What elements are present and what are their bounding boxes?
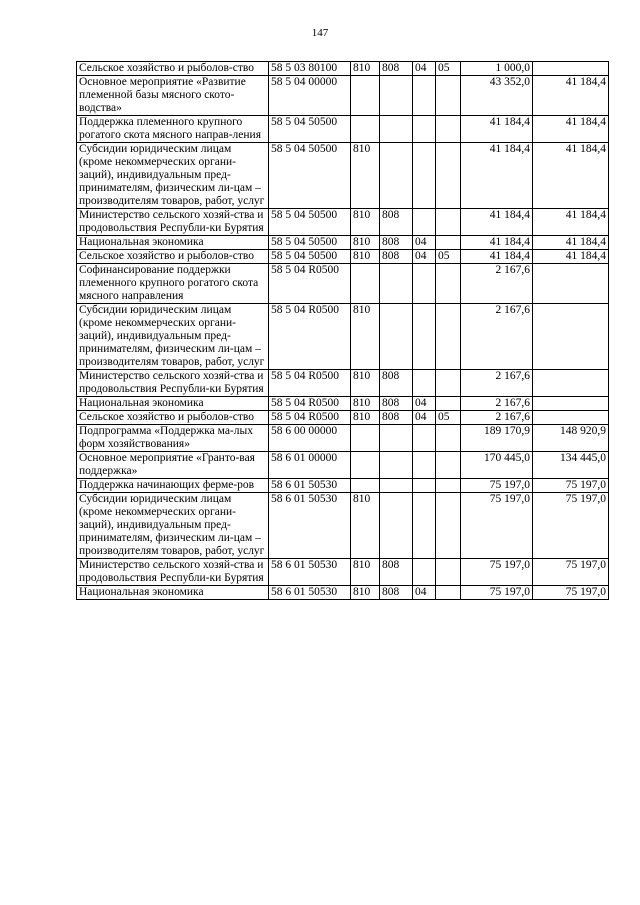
- table-row: [77, 304, 609, 370]
- expense-type-cell: [351, 264, 380, 304]
- expense-type-cell: 810: [351, 586, 380, 600]
- target-code-cell: 58 6 01 50530: [269, 586, 351, 600]
- amount-year2-cell: [533, 304, 609, 370]
- page-number: 147: [311, 27, 329, 39]
- table-row: [77, 559, 609, 586]
- section-cell: [413, 264, 436, 304]
- section-cell: [413, 452, 436, 479]
- target-code-cell: 58 5 04 R0500: [269, 411, 351, 425]
- amount-year1-cell: 41 184,4: [461, 209, 533, 236]
- ministry-code-cell: [380, 264, 413, 304]
- ministry-code-cell: [380, 479, 413, 493]
- amount-year1-cell: 75 197,0: [461, 479, 533, 493]
- table-row: [77, 250, 609, 264]
- expense-type-cell: 810: [351, 304, 380, 370]
- amount-year1-cell: 41 184,4: [461, 143, 533, 209]
- expense-type-cell: 810: [351, 143, 380, 209]
- item-name-cell: Министерство сельского хозяй-ства и продовольствия Республи-ки Бурятия: [77, 209, 269, 236]
- expense-type-cell: [351, 425, 380, 452]
- section-cell: 04: [413, 62, 436, 76]
- ministry-code-cell: [380, 304, 413, 370]
- item-name-cell: Национальная экономика: [77, 236, 269, 250]
- target-code-cell: 58 6 01 50530: [269, 493, 351, 559]
- target-code-cell: 58 5 04 50500: [269, 116, 351, 143]
- amount-year2-cell: 41 184,4: [533, 209, 609, 236]
- item-name-cell: Сельское хозяйство и рыболов-ство: [77, 62, 269, 76]
- subsection-cell: 05: [436, 250, 461, 264]
- amount-year2-cell: 75 197,0: [533, 586, 609, 600]
- expense-type-cell: [351, 452, 380, 479]
- ministry-code-cell: 808: [380, 209, 413, 236]
- ministry-code-cell: 808: [380, 586, 413, 600]
- section-cell: 04: [413, 586, 436, 600]
- table-row: [77, 143, 609, 209]
- section-cell: [413, 209, 436, 236]
- amount-year2-cell: 75 197,0: [533, 493, 609, 559]
- target-code-cell: 58 6 00 00000: [269, 425, 351, 452]
- table-row: [77, 411, 609, 425]
- subsection-cell: [436, 370, 461, 397]
- amount-year1-cell: 75 197,0: [461, 586, 533, 600]
- budget-table: [76, 61, 609, 600]
- ministry-code-cell: [380, 76, 413, 116]
- table-row: [77, 425, 609, 452]
- target-code-cell: 58 5 04 00000: [269, 76, 351, 116]
- target-code-cell: 58 5 04 50500: [269, 236, 351, 250]
- ministry-code-cell: 808: [380, 236, 413, 250]
- ministry-code-cell: [380, 116, 413, 143]
- subsection-cell: [436, 452, 461, 479]
- section-cell: [413, 304, 436, 370]
- amount-year2-cell: 75 197,0: [533, 559, 609, 586]
- ministry-code-cell: [380, 493, 413, 559]
- subsection-cell: [436, 304, 461, 370]
- subsection-cell: [436, 493, 461, 559]
- target-code-cell: 58 5 04 R0500: [269, 264, 351, 304]
- amount-year1-cell: 2 167,6: [461, 411, 533, 425]
- section-cell: [413, 493, 436, 559]
- target-code-cell: 58 5 04 R0500: [269, 370, 351, 397]
- item-name-cell: Субсидии юридическим лицам (кроме некоммерческих органи-заций), индивидуальным пред-принимателям, физическим ли-цам – производителям товаров, работ, услуг: [77, 304, 269, 370]
- table-body: [77, 62, 609, 600]
- item-name-cell: Сельское хозяйство и рыболов-ство: [77, 411, 269, 425]
- subsection-cell: [436, 76, 461, 116]
- table-row: [77, 264, 609, 304]
- item-name-cell: Субсидии юридическим лицам (кроме некоммерческих органи-заций), индивидуальным пред-принимателям, физическим ли-цам – производителям товаров, работ, услуг: [77, 143, 269, 209]
- target-code-cell: 58 5 04 50500: [269, 250, 351, 264]
- item-name-cell: Поддержка начинающих ферме-ров: [77, 479, 269, 493]
- subsection-cell: [436, 116, 461, 143]
- expense-type-cell: 810: [351, 209, 380, 236]
- item-name-cell: Министерство сельского хозяй-ства и продовольствия Республи-ки Бурятия: [77, 370, 269, 397]
- subsection-cell: 05: [436, 62, 461, 76]
- amount-year2-cell: [533, 62, 609, 76]
- amount-year2-cell: [533, 264, 609, 304]
- item-name-cell: Софинансирование поддержки племенного крупного рогатого скота мясного направления: [77, 264, 269, 304]
- amount-year2-cell: [533, 397, 609, 411]
- subsection-cell: [436, 264, 461, 304]
- ministry-code-cell: 808: [380, 411, 413, 425]
- table-row: [77, 62, 609, 76]
- table-row: [77, 452, 609, 479]
- ministry-code-cell: 808: [380, 397, 413, 411]
- target-code-cell: 58 6 01 00000: [269, 452, 351, 479]
- section-cell: [413, 479, 436, 493]
- amount-year2-cell: 41 184,4: [533, 76, 609, 116]
- ministry-code-cell: [380, 425, 413, 452]
- amount-year1-cell: 189 170,9: [461, 425, 533, 452]
- amount-year1-cell: 41 184,4: [461, 116, 533, 143]
- subsection-cell: [436, 425, 461, 452]
- expense-type-cell: [351, 116, 380, 143]
- amount-year1-cell: 170 445,0: [461, 452, 533, 479]
- item-name-cell: Поддержка племенного крупного рогатого скота мясного направ-ления: [77, 116, 269, 143]
- amount-year2-cell: 134 445,0: [533, 452, 609, 479]
- amount-year2-cell: 41 184,4: [533, 236, 609, 250]
- section-cell: [413, 370, 436, 397]
- expense-type-cell: 810: [351, 62, 380, 76]
- ministry-code-cell: 808: [380, 250, 413, 264]
- expense-type-cell: 810: [351, 411, 380, 425]
- amount-year2-cell: 41 184,4: [533, 250, 609, 264]
- expense-type-cell: 810: [351, 397, 380, 411]
- expense-type-cell: 810: [351, 370, 380, 397]
- ministry-code-cell: 808: [380, 62, 413, 76]
- subsection-cell: [436, 559, 461, 586]
- amount-year1-cell: 2 167,6: [461, 264, 533, 304]
- section-cell: [413, 116, 436, 143]
- target-code-cell: 58 6 01 50530: [269, 559, 351, 586]
- section-cell: [413, 559, 436, 586]
- amount-year1-cell: 75 197,0: [461, 493, 533, 559]
- table-row: [77, 236, 609, 250]
- subsection-cell: [436, 397, 461, 411]
- amount-year1-cell: 75 197,0: [461, 559, 533, 586]
- item-name-cell: Подпрограмма «Поддержка ма-лых форм хозяйствования»: [77, 425, 269, 452]
- subsection-cell: 05: [436, 411, 461, 425]
- item-name-cell: Национальная экономика: [77, 586, 269, 600]
- amount-year1-cell: 2 167,6: [461, 370, 533, 397]
- item-name-cell: Основное мероприятие «Гранто-вая поддержка»: [77, 452, 269, 479]
- amount-year2-cell: 75 197,0: [533, 479, 609, 493]
- target-code-cell: 58 5 04 50500: [269, 143, 351, 209]
- table-row: [77, 116, 609, 143]
- expense-type-cell: [351, 76, 380, 116]
- ministry-code-cell: [380, 143, 413, 209]
- ministry-code-cell: [380, 452, 413, 479]
- expense-type-cell: 810: [351, 493, 380, 559]
- target-code-cell: 58 5 04 R0500: [269, 304, 351, 370]
- target-code-cell: 58 5 04 50500: [269, 209, 351, 236]
- item-name-cell: Национальная экономика: [77, 397, 269, 411]
- subsection-cell: [436, 479, 461, 493]
- item-name-cell: Сельское хозяйство и рыболов-ство: [77, 250, 269, 264]
- expense-type-cell: 810: [351, 236, 380, 250]
- amount-year2-cell: [533, 370, 609, 397]
- section-cell: [413, 76, 436, 116]
- table-row: [77, 493, 609, 559]
- target-code-cell: 58 5 04 R0500: [269, 397, 351, 411]
- expense-type-cell: 810: [351, 559, 380, 586]
- amount-year2-cell: [533, 411, 609, 425]
- section-cell: 04: [413, 397, 436, 411]
- target-code-cell: 58 5 03 80100: [269, 62, 351, 76]
- amount-year2-cell: 41 184,4: [533, 143, 609, 209]
- target-code-cell: 58 6 01 50530: [269, 479, 351, 493]
- item-name-cell: Министерство сельского хозяй-ства и продовольствия Республи-ки Бурятия: [77, 559, 269, 586]
- ministry-code-cell: 808: [380, 559, 413, 586]
- table-row: [77, 209, 609, 236]
- expense-type-cell: 810: [351, 250, 380, 264]
- section-cell: 04: [413, 250, 436, 264]
- item-name-cell: Субсидии юридическим лицам (кроме некоммерческих органи-заций), индивидуальным пред-принимателям, физическим ли-цам – производителям товаров, работ, услуг: [77, 493, 269, 559]
- subsection-cell: [436, 236, 461, 250]
- section-cell: 04: [413, 236, 436, 250]
- section-cell: [413, 425, 436, 452]
- amount-year1-cell: 43 352,0: [461, 76, 533, 116]
- table-row: [77, 397, 609, 411]
- amount-year1-cell: 1 000,0: [461, 62, 533, 76]
- subsection-cell: [436, 586, 461, 600]
- amount-year1-cell: 41 184,4: [461, 250, 533, 264]
- ministry-code-cell: 808: [380, 370, 413, 397]
- item-name-cell: Основное мероприятие «Развитие племенной базы мясного ското-водства»: [77, 76, 269, 116]
- section-cell: 04: [413, 411, 436, 425]
- table-row: [77, 76, 609, 116]
- subsection-cell: [436, 209, 461, 236]
- amount-year1-cell: 41 184,4: [461, 236, 533, 250]
- table-row: [77, 370, 609, 397]
- section-cell: [413, 143, 436, 209]
- amount-year2-cell: 41 184,4: [533, 116, 609, 143]
- amount-year2-cell: 148 920,9: [533, 425, 609, 452]
- table-row: [77, 586, 609, 600]
- amount-year1-cell: 2 167,6: [461, 304, 533, 370]
- amount-year1-cell: 2 167,6: [461, 397, 533, 411]
- table-row: [77, 479, 609, 493]
- subsection-cell: [436, 143, 461, 209]
- expense-type-cell: [351, 479, 380, 493]
